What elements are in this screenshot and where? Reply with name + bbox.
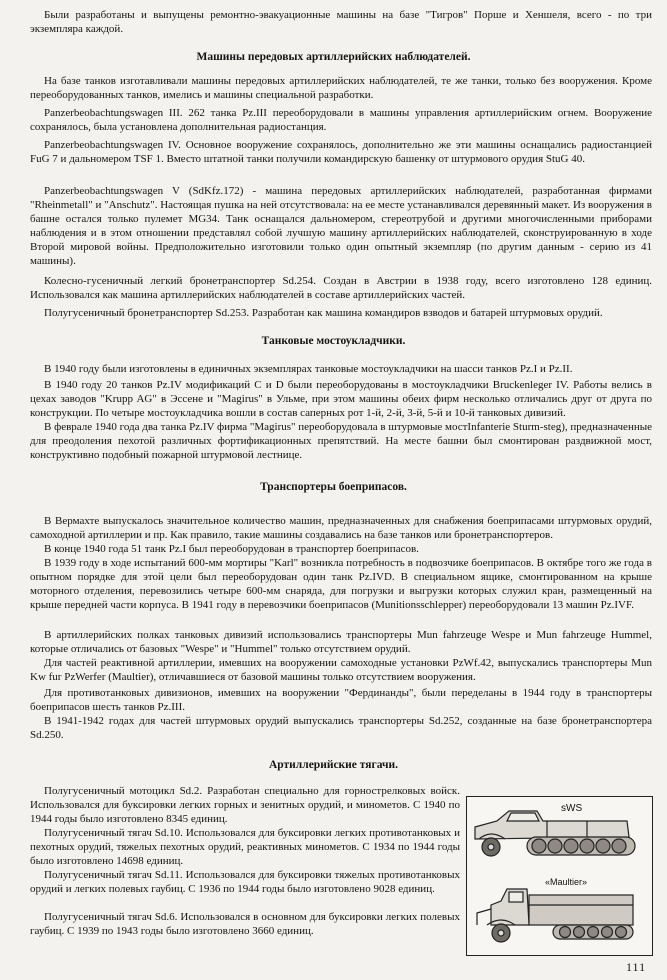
paragraph: Для противотанковых дивизионов, имевших на вооружении "Фердинанды", были переделаны в 1944 году в транспортеры боеприпасов шесть танков Pz.III. [30, 687, 652, 713]
paragraph: Для частей реактивной артиллерии, имевших на вооружении самоходные установки PzWf.42, выпускались транспортеры Mun Kw fur PzWerfer (Maultier), отличавшиеся от базовой машины только отсутствием вооружения. [30, 657, 652, 683]
paragraph: В 1941-1942 годах для частей штурмовых орудий выпускались транспортеры Sd.252, созданные на базе бронетранспортера Sd.250. [30, 715, 652, 741]
sws-halftrack-drawing [475, 811, 635, 856]
paragraph: Panzerbeobachtungswagen IV. Основное вооружение сохранялось, дополнительно же эти машины оснащались радиостанцией FuG 7 и дальномером TSF 1. Вместо штатной танки получили командирскую башенку от штурмового орудия StuG 40. [30, 139, 652, 165]
section-heading-observers: Машины передовых артиллерийских наблюдателей. [196, 51, 471, 63]
paragraph: В 1940 году были изготовлены в единичных экземплярах танковые мостоукладчики на шасси танков Pz.I и Pz.II. [44, 363, 573, 375]
paragraph: Panzerbeobachtungswagen V (SdKfz.172) - машина передовых артиллерийских наблюдателей, разработанная фирмами "Rheinmetall" и "Anschutz". Настоящая пушка на ней отсутствовала: на ее месте устанавливался деревянный макет. Из вооружения в башне остался только пулемет MG34. Танк оснащался дальномером, стереотрубой и другими многочисленными приборами наблюдения и в этом отношении представлял собой лучшую машину артиллерийских наблюдателей, сконструированную в ходе Второй мировой войны. Предположительно изготовили только один опытный экземпляр (по другим данным - серию из 41 машины). [30, 185, 652, 267]
paragraph: Полугусеничный бронетранспортер Sd.253. Разработан как машина командиров взводов и батарей штурмовых орудий. [44, 307, 603, 319]
intro-paragraph: Были разработаны и выпущены ремонтно-эвакуационные машины на базе "Тигров" Порше и Хеншеля, всего - по три экземпляра каждой. [30, 9, 652, 35]
vehicle-illustration-figure [466, 796, 653, 956]
paragraph: Полугусеничный тягач Sd.11. Использовался для буксировки тяжелых противотанковых орудий и легких полевых гаубиц. С 1936 по 1944 годы было изготовлено 9028 единиц. [30, 869, 460, 895]
figure-label-maultier: «Maultier» [545, 877, 588, 887]
paragraph: В 1939 году в ходе испытаний 600-мм мортиры "Karl" возникла потребность в подвозчике боеприпасов. В октябре того же года в опытном порядке для этой цели был переоборудован один танк Pz.IVD. В специальном ящике, смонтированном на крыше моторного отделения, перевозились четыре 600-мм снаряда, для погрузки и выгрузки которых служил кран, размещенный на крыше передней части корпуса. В 1941 году в перевозчики боеприпасов (Munitionsschlepper) переоборудовали 13 машин Pz.IVF. [30, 557, 652, 611]
paragraph: В Вермахте выпускалось значительное количество машин, предназначенных для снабжения боеприпасами штурмовых орудий, самоходной артиллерии и пр. Как правило, такие машины создавались на базе танков или бронетранспортеров. [30, 515, 652, 541]
paragraph: Полугусеничный мотоцикл Sd.2. Разработан специально для горнострелковых войск. Использовался для буксировки легких горных и зенитных орудий, и минометов. С 1940 по 1944 годы было изготовлено 8345 единиц. [30, 785, 460, 825]
paragraph: В феврале 1940 года два танка Pz.IV фирма "Magirus" переоборудовала в штурмовые мостInfanterie Sturm-steg), предназначенные для преодоления пехотой различных фортификационных препятствий. На месте башни был смонтирован раздвижной мост, конструктивно подобный пожарной штурмовой лестнице. [30, 421, 652, 461]
paragraph: Полугусеничный тягач Sd.10. Использовался для буксировки легких противотанковых и пехотных орудий, тяжелых пехотных орудий, реактивных минометов. С 1934 по 1944 годы было изготовлено 14698 единиц. [30, 827, 460, 867]
paragraph: В конце 1940 года 51 танк Pz.I был переоборудован в транспортер боеприпасов. [44, 543, 419, 555]
vehicle-drawings [467, 797, 652, 955]
section-heading-tractors: Артиллерийские тягачи. [268, 759, 399, 771]
section-heading-ammo-carriers: Транспортеры боеприпасов. [260, 481, 407, 493]
maultier-truck-drawing [477, 889, 633, 942]
paragraph: В 1940 году 20 танков Pz.IV модификаций С и D были переоборудованы в мостоукладчики Bruckenleger IV. Работы велись в цехах заводов "Krupp AG" в Эссене и "Magirus" в Ульме, при этом машины обеих фирм несколько отличались друг от друга по конструкции. По четыре мостоукладчика вошли в состав саперных рот 1-й, 2-й, 3-й, 5-й и 10-й танковых дивизий. [30, 379, 652, 419]
paragraph: Колесно-гусеничный легкий бронетранспортер Sd.254. Создан в Австрии в 1938 году, всего изготовлено 128 единиц. Использовался как машина артиллерийских наблюдателей в составе артиллерийских частей. [30, 275, 652, 301]
page-number: 111 [626, 960, 647, 974]
paragraph: На базе танков изготавливали машины передовых артиллерийских наблюдателей, те же танки, только без вооружения. Кроме переоборудованных танков, имелись и машины специальной разработки. [30, 75, 652, 101]
paragraph: Полугусеничный тягач Sd.6. Использовался в основном для буксировки легких полевых гаубиц. С 1939 по 1943 годы было изготовлено 3660 единиц. [30, 911, 460, 937]
paragraph: В артиллерийских полках танковых дивизий использовались транспортеры Mun fahrzeuge Wespe и Mun fahrzeuge Hummel, которые отличались от базовых "Wespe" и "Hummel" только отсутствием орудий. [30, 629, 652, 655]
paragraph: Panzerbeobachtungswagen III. 262 танка Pz.III переоборудовали в машины управления артиллерийским огнем. Вооружение сохранялось, была установлена дополнительная радиостанция. [30, 107, 652, 133]
figure-label-sws: sWS [561, 803, 583, 814]
section-heading-bridgelayers: Танковые мостоукладчики. [261, 335, 406, 347]
